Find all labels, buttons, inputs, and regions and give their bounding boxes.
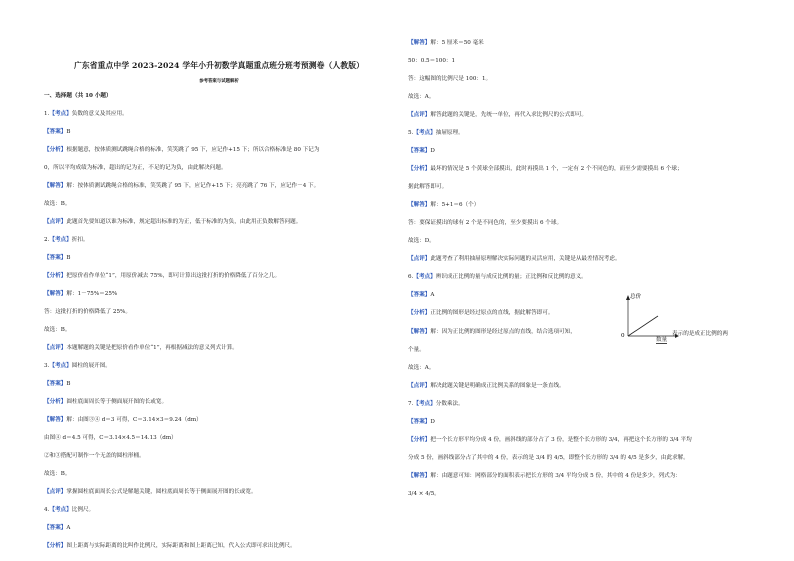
text-line: 【点评】解决此题关键是明确成正比例关系的图象是一条直线。 xyxy=(408,383,565,389)
text-line: 【答案】B xyxy=(44,381,71,387)
text-line: 分成 5 份，画斜线部分占了其中的 4 份，表示的是 3/4 的 4/5，即整个长方形的 3/4 的 4/5 是多少，由此求解。 xyxy=(408,455,689,461)
text-line: 【解答】解：按体质测试跳绳合格的标准，笑笑跳了 95 下，应记作+15 下；亮亮跳了 76 下，应记作－4 下。 xyxy=(44,183,320,189)
section-tag: 【点评】 xyxy=(44,345,67,351)
section-tag: 【解答】 xyxy=(408,40,431,46)
text-line: 【答案】B xyxy=(44,255,71,261)
section-tag: 【分析】 xyxy=(408,437,431,443)
text-line: 答：这批打折的价格降低了 25%。 xyxy=(44,309,131,315)
graph-caption: 表示的是成正比例的两 xyxy=(672,331,728,337)
section-tag: 【答案】 xyxy=(44,381,67,387)
text-line: 【分析】把一个长方形平均分成 4 份，画斜线的部分占了 3 份，是整个长方形的 3/4，再把这个长方形的 3/4 平均 xyxy=(408,437,692,443)
text-line: 【分析】最坏的情况是 5 个黄球全部摸出，此时再摸出 1 个，一定有 2 个不同色的，而至少需要摸出 6 个球； xyxy=(408,166,683,172)
section-tag: 【解答】 xyxy=(408,329,431,335)
text-line: 【分析】正比例的图形是经过原点的直线，据此解答即可。 xyxy=(408,310,554,316)
section-tag: 【解答】 xyxy=(44,183,67,189)
section-tag: 【答案】 xyxy=(44,525,67,531)
section-tag: 【点评】 xyxy=(408,112,431,118)
section-tag: 【答案】 xyxy=(408,419,431,425)
section-tag: 【分析】 xyxy=(44,399,67,405)
section-tag: 【答案】 xyxy=(44,255,67,261)
text-line: 4.【考点】比例尺。 xyxy=(44,507,95,513)
text-line: 【分析】图上距离与实际距离的比叫作比例尺，实际距离和图上距离已知，代入公式即可求出比例尺。 xyxy=(44,543,296,549)
section-tag: 【分析】 xyxy=(408,166,431,172)
section-tag: 【解答】 xyxy=(408,202,431,208)
text-line: 【解答】解：1－75%＝25% xyxy=(44,291,118,297)
text-line: 故选：B。 xyxy=(44,327,71,333)
text-line: 故选：B。 xyxy=(44,471,71,477)
section-tag: 【解答】 xyxy=(44,291,67,297)
section-tag: 【答案】 xyxy=(408,292,431,298)
text-line: 故选：D。 xyxy=(408,238,435,244)
text-line: 【答案】D xyxy=(408,419,435,425)
text-line: 【点评】此题考查了利用抽屉原理解决实际问题的灵活应用，关键是从最差情况考虑。 xyxy=(408,256,621,262)
text-line: 2.【考点】折扣。 xyxy=(44,237,89,243)
text-line: 5.【考点】抽屉原理。 xyxy=(408,130,464,136)
section-tag: 【分析】 xyxy=(44,147,67,153)
text-line: 【分析】把原价看作单位“1”，用原价减去 75%，即可计算出这批打折的价格降低了百分之几。 xyxy=(44,273,281,279)
text-line: 个量。 xyxy=(408,347,425,353)
text-line: 【解答】解：5 厘米＝50 毫米 xyxy=(408,40,484,46)
text-line: 一、选择题（共 10 小题） xyxy=(44,93,112,99)
section-tag: 【点评】 xyxy=(44,219,67,225)
text-line: 【点评】掌握圆柱底面周长公式是解题关键，圆柱底面周长等于侧面展开图的长或宽。 xyxy=(44,489,257,495)
text-line: 【答案】D xyxy=(408,148,435,154)
text-line: 6.【考点】辨识成正比例的量与成反比例的量；正比例和反比例的意义。 xyxy=(408,274,587,280)
text-line: 3.【考点】圆柱的展开图。 xyxy=(44,363,111,369)
proportion-line xyxy=(628,316,658,336)
text-line: 故选：A。 xyxy=(408,365,435,371)
section-tag: 【点评】 xyxy=(408,383,431,389)
section-tag: 【答案】 xyxy=(44,129,67,135)
graph-origin-label: 0 xyxy=(621,333,625,338)
text-line: 【解答】解：由题意可知：网格部分的面积表示把长方形的 3/4 平均分成 5 份，其中的 4 份是多少，列式为： xyxy=(408,473,681,479)
text-line: 50：0.5＝100：1 xyxy=(408,58,456,64)
section-tag: 【考点】 xyxy=(49,237,72,243)
section-tag: 【考点】 xyxy=(413,274,436,280)
section-tag: 【解答】 xyxy=(408,473,431,479)
text-line: 由图④ d＝4.5 可得，C＝3.14×4.5＝14.13（dm） xyxy=(44,435,177,441)
graph-x-label: 数量 xyxy=(656,337,668,343)
text-line: 【答案】A xyxy=(44,525,71,531)
text-line: 1.【考点】负数的意义及其应用。 xyxy=(44,111,128,117)
section-tag: 【分析】 xyxy=(44,543,67,549)
text-line: 【答案】B xyxy=(44,129,71,135)
section-tag: 【分析】 xyxy=(44,273,67,279)
text-line: 【解答】解：5+1＝6（个） xyxy=(408,202,480,208)
text-line: 故选：B。 xyxy=(44,201,71,207)
text-line: 【答案】A xyxy=(408,292,435,298)
text-line: 7.【考点】分数乘法。 xyxy=(408,401,464,407)
text-line: 【解答】解：因为正比例的图形是经过原点的直线，结合选项可知， xyxy=(408,329,576,335)
section-tag: 【点评】 xyxy=(44,489,67,495)
section-tag: 【解答】 xyxy=(44,417,67,423)
text-line: 【点评】此题首先要知道以谁为标准，规定超出标准的为正，低于标准的为负，由此用正负数解答问题。 xyxy=(44,219,302,225)
graph-y-label: 总价 xyxy=(630,294,642,300)
text-line: 故选：A。 xyxy=(408,94,435,100)
section-tag: 【考点】 xyxy=(49,111,72,117)
text-line: 【解答】解：由图③④ d＝3 可得，C＝3.14×3＝9.24（dm） xyxy=(44,417,202,423)
section-tag: 【考点】 xyxy=(49,363,72,369)
text-line: 【分析】根据题意，按体质测试跳绳合格的标准，笑笑跳了 95 下，应记作+15 下；所以合格标准是 80 下记为 xyxy=(44,147,320,153)
text-line: 答：这幅图的比例尺是 100：1。 xyxy=(408,76,492,82)
text-line: 【点评】解答此题的关键是，先统一单位，再代入求比例尺的公式即可。 xyxy=(408,112,588,118)
text-line: 【分析】圆柱底面周长等于侧面展开图的长或宽。 xyxy=(44,399,168,405)
section-tag: 【分析】 xyxy=(408,310,431,316)
text-line: ②和③搭配可制作一个无盖的圆柱形桶。 xyxy=(44,453,145,459)
proportion-graph xyxy=(620,290,680,338)
document-subtitle: 参考答案与试题解析 xyxy=(199,79,239,84)
section-tag: 【答案】 xyxy=(408,148,431,154)
text-line: 3/4 × 4/5。 xyxy=(408,491,440,497)
text-line: 【点评】本题解题的关键是把原价看作单位“1”，再根据减法的意义列式计算。 xyxy=(44,345,238,351)
section-tag: 【考点】 xyxy=(413,401,436,407)
section-tag: 【考点】 xyxy=(49,507,72,513)
document-title: 广东省重点中学 2023-2024 学年小升初数学真题重点班分班考预测卷（人教版） xyxy=(73,61,365,70)
section-tag: 【点评】 xyxy=(408,256,431,262)
section-tag: 【考点】 xyxy=(413,130,436,136)
text-line: 答：要保证摸出的球有 2 个是不同色的，至少要摸出 6 个球。 xyxy=(408,220,563,226)
text-line: 0，所以平均成绩为标准，超出的记为正，不足的记为负，由此解决问题。 xyxy=(44,165,227,171)
text-line: 据此解答即可。 xyxy=(408,184,448,190)
